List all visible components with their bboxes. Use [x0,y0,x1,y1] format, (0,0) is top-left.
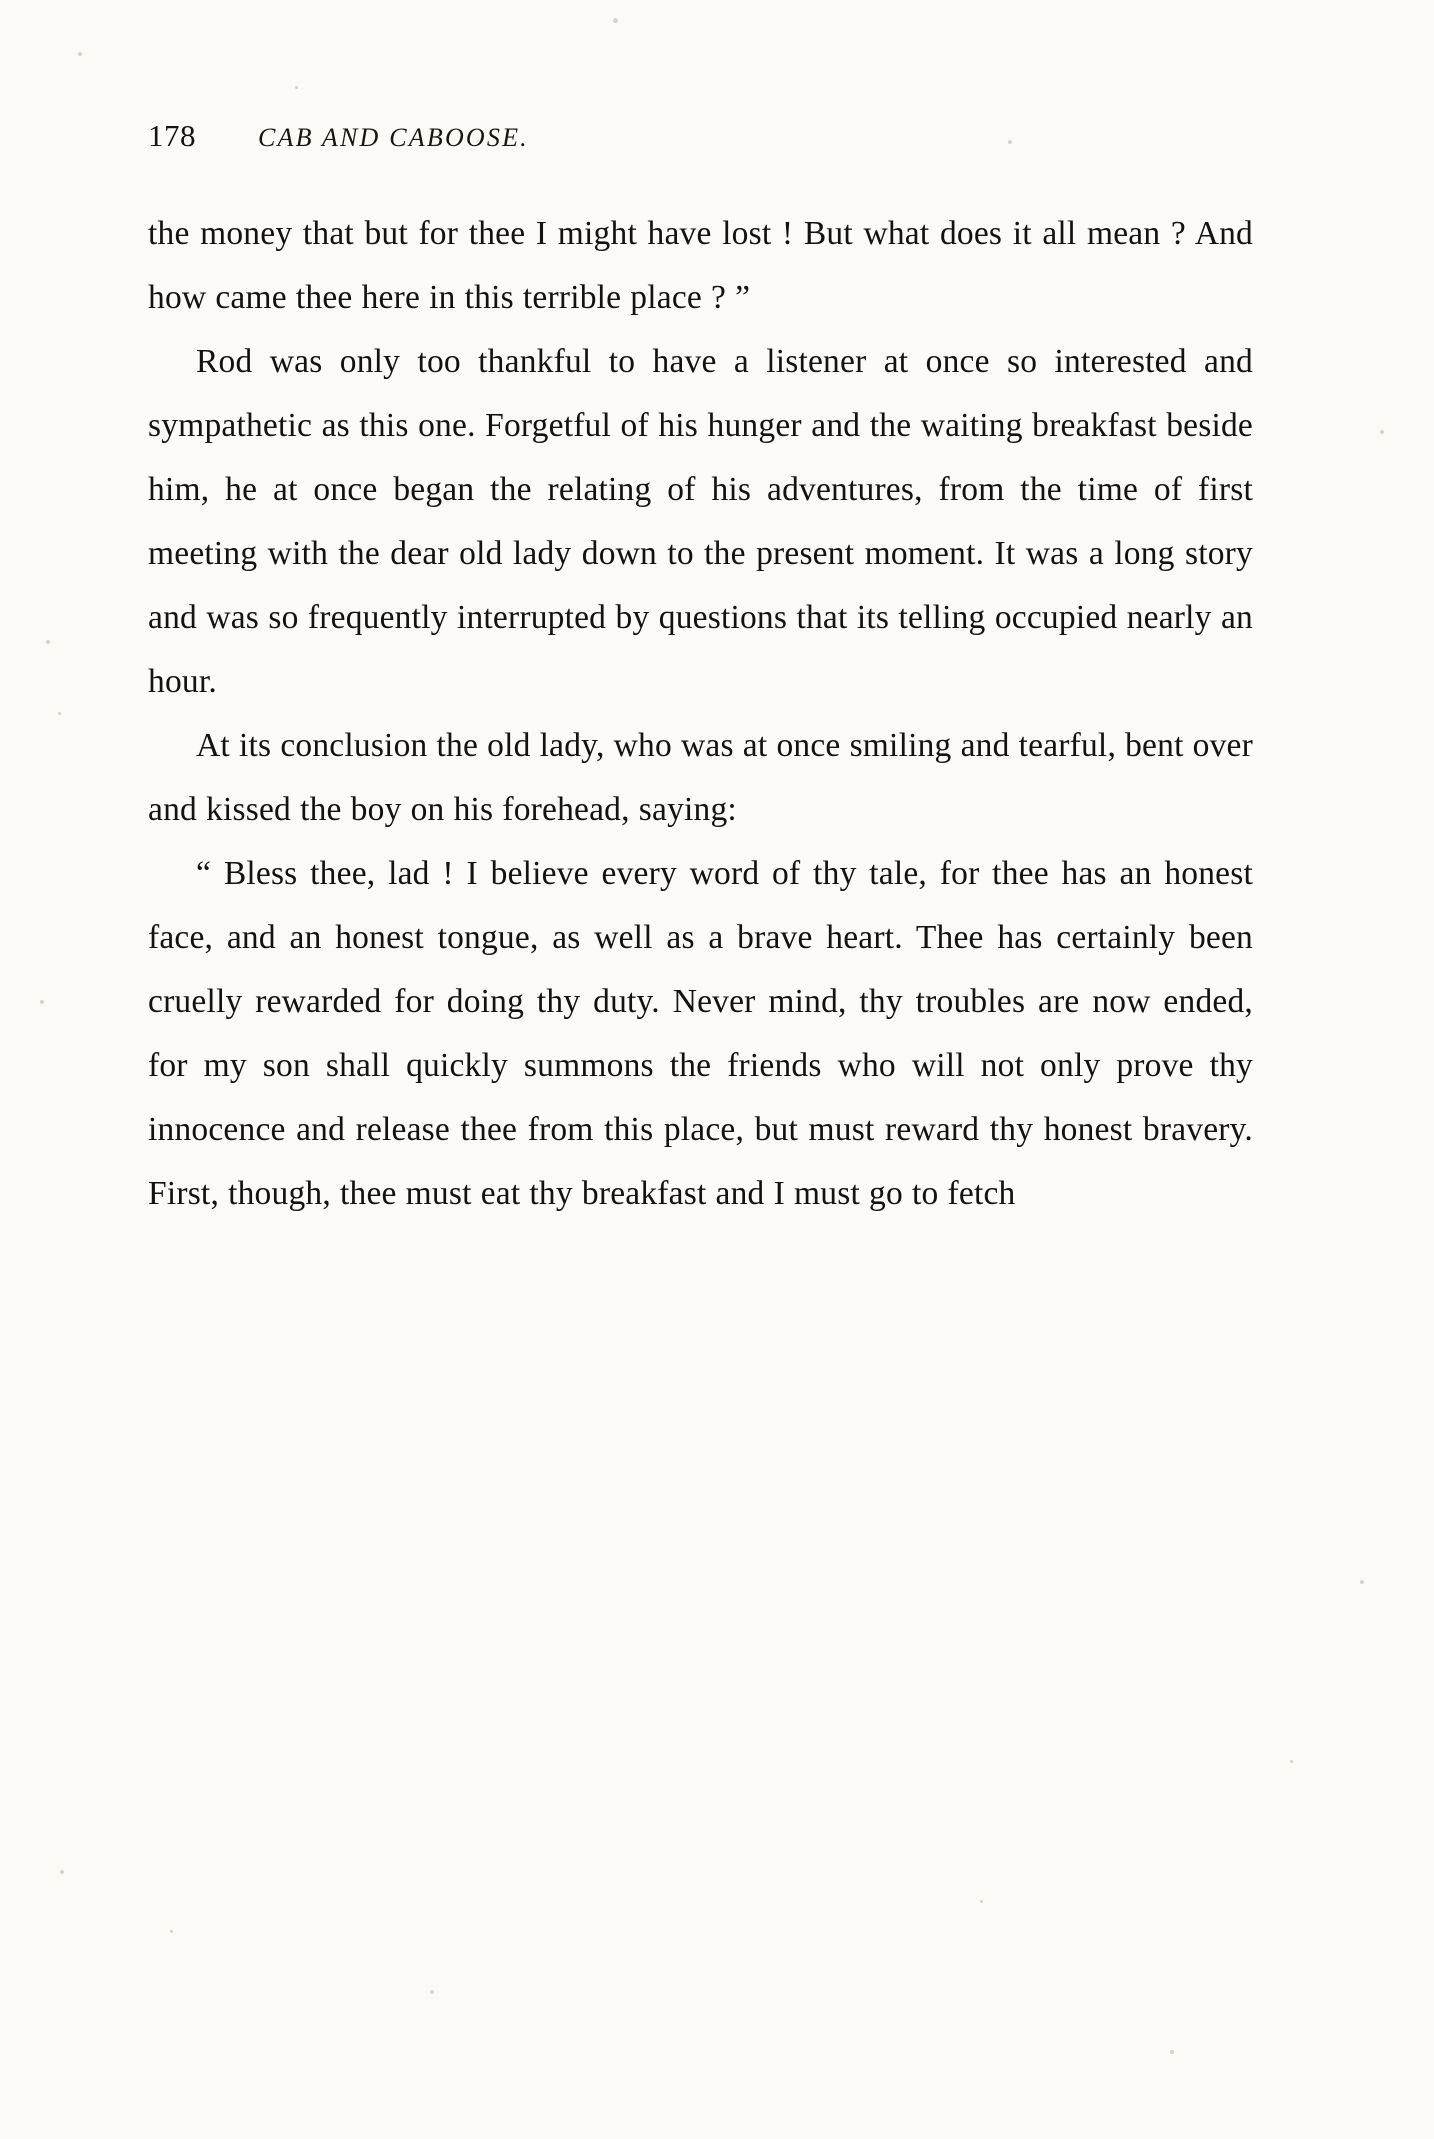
paper-speck [613,18,618,23]
paper-speck [58,712,61,715]
paper-speck [1380,430,1384,434]
paper-speck [1170,2050,1174,2054]
paper-speck [430,1990,434,1994]
paragraph: At its conclusion the old lady, who was at once smiling and tearful, bent over and kissed the boy on his forehead, saying: [148,727,1253,828]
running-head: CAB AND CABOOSE. [258,123,529,152]
paper-speck [1290,1760,1293,1763]
paragraph: “ Bless thee, lad ! I believe every word of thy tale, for thee has an honest face, and an honest tongue, as well as a brave heart. Thee has certainly been cruelly rewarded for doing thy duty. Never mind, thy troubles are now ended, for my son shall quickly summons the friends who will not only prove thy innocence and release thee from this place, but must reward thy honest bravery. First, though, thee must eat thy breakfast and I must go to fetch [148,855,1253,1212]
body-text [148,202,1253,1226]
paper-speck [295,86,298,89]
paragraph: the money that but for thee I might have lost ! But what does it all mean ? And how came thee here in this terrible place ? ” [148,215,1253,316]
paper-speck [40,1000,44,1004]
page-header [148,118,908,154]
page-content [148,118,1253,1226]
paper-speck [170,1930,173,1933]
paper-speck [78,52,82,56]
paper-speck [46,640,50,644]
page-number: 178 [148,118,196,153]
paragraph: Rod was only too thankful to have a listener at once so interested and sympathetic as this one. Forgetful of his hunger and the waiting breakfast beside him, he at once began the relating of his adventures, from the time of first meeting with the dear old lady down to the present moment. It was a long story and was so frequently interrupted by questions that its telling occupied nearly an hour. [148,343,1253,700]
paper-speck [1360,1580,1364,1584]
paper-speck [60,1870,64,1874]
paper-speck [980,1900,983,1903]
